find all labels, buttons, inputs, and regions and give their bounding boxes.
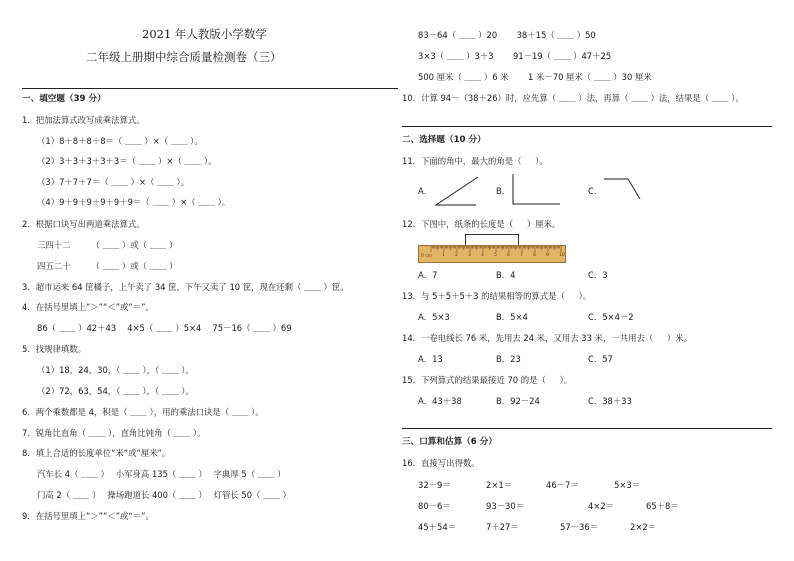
question-11: 11．下面的角中，最大的角是（ ）。 — [402, 156, 548, 166]
option-15-c: C．38＋33 — [588, 396, 632, 406]
calc-item: 80－6＝ — [418, 501, 451, 511]
calc-item: 2×1＝ — [486, 480, 513, 490]
question-2-part-2: 四五二十 （ ＿＿ ）或（ ＿＿ ） — [37, 261, 178, 271]
option-15-a: A．43＋38 — [418, 396, 462, 406]
question-4-row: 86（ ＿＿ ）42＋43 4×5（ ＿＿ ）5×4 75－16（ ＿＿ ）69 — [37, 323, 292, 333]
option-12-c: C．3 — [588, 270, 608, 280]
option-15-b: B．92－24 — [496, 396, 540, 406]
section-heading-fill-in: 一、填空题（39 分） — [22, 94, 106, 104]
section-rule — [22, 88, 398, 89]
calc-item: 46－7＝ — [546, 480, 579, 490]
option-14-c: C．57 — [588, 354, 613, 364]
question-7: 7．锐角比直角（ ＿＿ ），直角比钝角（ ＿＿ ）。 — [22, 428, 206, 438]
calc-item: 65＋8＝ — [646, 501, 679, 511]
question-1-part-2: （2）3＋3＋3＋3＋3＝（ ＿＿ ）×（ ＿＿ ）。 — [37, 156, 217, 166]
question-8-row-2: 门高 2（ ＿＿ ） 操场跑道长 400（ ＿＿ ） 灯管长 50（ ＿＿ ） — [37, 490, 291, 500]
question-4: 4．在括号里填上“＞”“＜”或“＝”。 — [22, 302, 154, 312]
option-14-a: A．13 — [418, 354, 443, 364]
question-5-part-2: （2）72，63，54，（ ＿＿ ），（ ＿＿ ）。 — [37, 386, 194, 396]
option-13-c: C．5×4－2 — [588, 312, 634, 322]
section-heading-mental-math: 三、口算和估算（6 分） — [402, 437, 497, 447]
option-12-b: B．4 — [496, 270, 516, 280]
ruler-unit-label: 0 cm — [421, 254, 432, 259]
section-rule — [402, 126, 772, 127]
option-13-a: A．5×3 — [418, 312, 450, 322]
page-title: 2021 年人教版小学数学 — [142, 27, 267, 41]
page-subtitle: 二年级上册期中综合质量检测卷（三） — [86, 50, 282, 64]
option-13-b: B．5×4 — [496, 312, 528, 322]
ruler-tick-label: 3 — [468, 253, 471, 258]
ruler-tick-label: 8 — [533, 253, 536, 258]
ruler-tick-label: 5 — [494, 253, 497, 258]
question-1: 1．把加法算式改写成乘法算式。 — [22, 115, 145, 125]
question-16: 16．直接写出得数。 — [402, 458, 480, 468]
question-14: 14．一卷电线长 76 米，先用去 24 米，又用去 33 米，一共用去（ ）米。 — [402, 333, 693, 343]
calc-item: 5×3＝ — [614, 480, 641, 490]
calc-item: 7＋27＝ — [486, 522, 519, 532]
question-1-part-1: （1）8＋8＋8＋8＝（ ＿＿ ）×（ ＿＿ ）。 — [37, 136, 203, 146]
option-11-b: B． — [496, 186, 511, 196]
ruler-tick-label: 6 — [507, 253, 510, 258]
angle-a-diagram — [432, 173, 482, 209]
question-1-part-3: （3）7＋7＋7＝（ ＿＿ ）×（ ＿＿ ）。 — [37, 177, 190, 187]
calc-item: 93－30＝ — [486, 501, 525, 511]
ruler-tick-label: 9 — [546, 253, 549, 258]
calc-item: 32－9＝ — [418, 480, 451, 490]
question-5-part-1: （1）18，24，30，（ ＿＿ ），（ ＿＿ ）。 — [37, 365, 194, 375]
question-8-row-1: 汽车长 4（ ＿＿ ） 小军身高 135（ ＿＿ ） 字典厚 5（ ＿＿ ） — [37, 469, 286, 479]
question-3: 3．超市运来 64 筐橘子，上午卖了 34 筐，下午又卖了 10 筐，现在还剩（ ＿＿ ）筐。 — [22, 282, 349, 292]
question-2-part-1: 三四十二 （ ＿＿ ）或（ ＿＿ ） — [37, 240, 178, 250]
question-10: 10．计算 94－（38＋26）时，应先算（ ＿＿ ）法，再算（ ＿＿ ）法，结果是（ ＿＿ ）。 — [402, 93, 744, 103]
option-11-a: A． — [418, 186, 433, 196]
question-9-row-3: 500 厘米（ ＿＿ ）6 米 1 米－70 厘米（ ＿＿ ）30 厘米 — [418, 72, 652, 82]
ruler-image — [418, 245, 566, 263]
calc-item: 4×2＝ — [588, 501, 615, 511]
angle-b-diagram — [510, 172, 564, 208]
question-9: 9．在括号里填上“＞”“＜”或“＝”。 — [22, 511, 154, 521]
question-2: 2．根据口诀写出两道乘法算式。 — [22, 219, 145, 229]
question-1-part-4: （4）9＋9＋9＋9＋9＋9＝（ ＿＿ ）×（ ＿＿ ）。 — [37, 197, 231, 207]
option-12-a: A．7 — [418, 270, 438, 280]
question-5: 5．找规律填数。 — [22, 344, 86, 354]
ruler-tick-label: 1 — [442, 253, 445, 258]
section-rule — [402, 428, 772, 429]
angle-c-diagram — [602, 175, 646, 203]
question-12: 12．下图中，纸条的长度是（ ）厘米。 — [402, 219, 561, 229]
section-heading-choice: 二、选择题（10 分） — [402, 135, 486, 145]
question-6: 6．两个乘数都是 4，积是（ ＿＿ ），用的乘法口诀是（ ＿＿ ）。 — [22, 407, 264, 417]
calc-item: 57－36＝ — [560, 522, 599, 532]
option-14-b: B．23 — [496, 354, 521, 364]
ruler-tick-label: 10 — [559, 253, 565, 258]
question-9-row-1: 83－64（ ＿＿ ）20 38＋15（ ＿＿ ）50 — [418, 30, 596, 40]
calc-item: 45＋54＝ — [418, 522, 457, 532]
question-9-row-2: 3×3（ ＿＿ ）3＋3 91－19（ ＿＿ ）47＋25 — [418, 51, 612, 61]
ruler-tick-label: 7 — [520, 253, 523, 258]
calc-item: 2×2＝ — [630, 522, 657, 532]
option-11-c: C． — [588, 186, 603, 196]
ruler-tick-label: 2 — [455, 253, 458, 258]
question-13: 13．与 5＋5＋5＋3 的结果相等的算式是（ ）。 — [402, 291, 592, 301]
question-8: 8．填上合适的长度单位“米”或“厘米”。 — [22, 448, 171, 458]
question-15: 15．下列算式的结果最接近 70 的是（ ）。 — [402, 375, 573, 385]
ruler-tick-label: 4 — [481, 253, 484, 258]
